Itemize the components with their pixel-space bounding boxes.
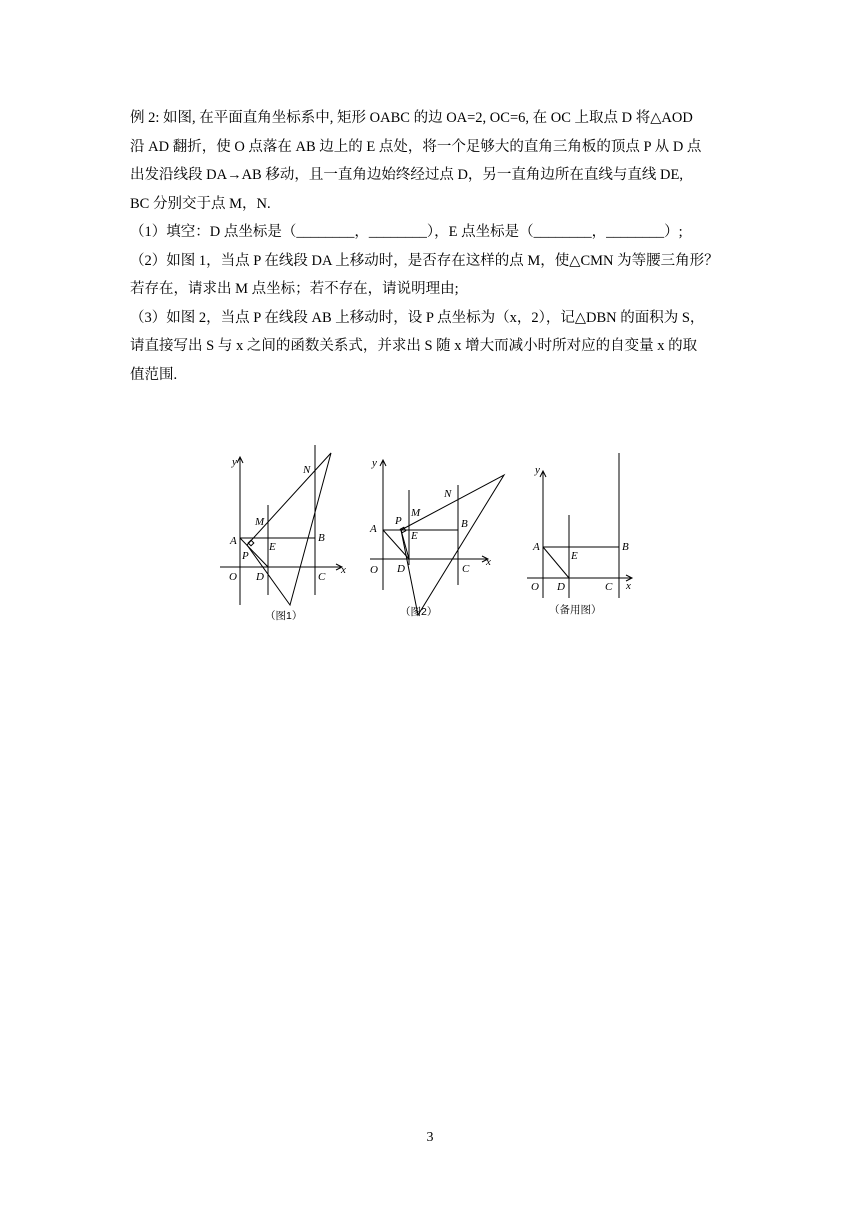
label-m: M <box>255 516 265 528</box>
label-n: N <box>303 464 311 476</box>
segment-ad <box>543 547 569 578</box>
label-a: A <box>230 535 237 547</box>
label-a: A <box>370 523 377 535</box>
figure-2 <box>366 450 506 625</box>
label-d: D <box>256 571 264 583</box>
figure-2-diagram <box>366 450 506 625</box>
label-e: E <box>269 541 276 553</box>
problem-line: 请直接写出 S 与 x 之间的函数关系式，并求出 S 随 x 增大而减小时所对应的自变量 x 的取 <box>130 338 698 354</box>
label-x: x <box>486 556 491 568</box>
figure-1 <box>220 445 360 625</box>
figure-1-diagram <box>220 445 360 625</box>
label-y: y <box>232 456 237 468</box>
figure-3 <box>525 453 645 618</box>
problem-line: 沿 AD 翻折，使 O 点落在 AB 边上的 E 点处，将一个足够大的直角三角板的顶点 P 从 D 点 <box>130 138 702 155</box>
figure-1-caption: （图1） <box>265 610 303 622</box>
label-e: E <box>411 530 418 542</box>
problem-line: BC 分别交于点 M，N. <box>130 195 271 212</box>
label-n: N <box>444 488 452 500</box>
label-o: O <box>370 564 378 576</box>
label-d: D <box>557 581 565 593</box>
question-3: （3）如图 2，当点 P 在线段 AB 上移动时，设 P 点坐标为（x，2），记△DBN 的面积为 S， <box>130 309 705 326</box>
problem-line: 出发沿线段 DA→AB 移动，且一直角边始终经过点 D，另一直角边所在直线与直线 DE, <box>130 167 684 183</box>
label-a: A <box>533 541 540 553</box>
label-y: y <box>372 457 377 469</box>
label-d: D <box>397 563 405 575</box>
label-b: B <box>622 541 629 553</box>
label-c: C <box>605 581 613 593</box>
problem-line: 值范围. <box>130 366 178 383</box>
triangle-ruler <box>401 475 504 615</box>
label-p: P <box>242 550 249 562</box>
label-y: y <box>535 464 540 476</box>
label-c: C <box>318 571 326 583</box>
label-o: O <box>229 571 237 583</box>
problem-text <box>130 104 740 389</box>
label-x: x <box>626 580 631 592</box>
question-2: （2）如图 1，当点 P 在线段 DA 上移动时，是否存在这样的点 M，使△CMN 为等腰三角形？ <box>130 252 719 269</box>
label-c: C <box>462 563 470 575</box>
label-p: P <box>395 515 402 527</box>
label-m: M <box>411 507 421 519</box>
page-number: 3 <box>426 1130 434 1145</box>
figure-3-caption: （备用图） <box>549 604 602 616</box>
figure-3-diagram <box>525 453 645 618</box>
question-1: （1）填空：D 点坐标是（________，________），E 点坐标是（________，________）; <box>130 224 683 240</box>
label-e: E <box>571 550 578 562</box>
label-b: B <box>318 532 325 544</box>
label-b: B <box>461 518 468 530</box>
figure-2-caption: （图2） <box>400 606 438 618</box>
problem-line: 例 2: 如图, 在平面直角坐标系中, 矩形 OABC 的边 OA=2, OC=6, 在 OC 上取点 D 将△AOD <box>130 110 693 126</box>
problem-line: 若存在，请求出 M 点坐标；若不存在，请说明理由; <box>130 281 459 297</box>
label-o: O <box>531 581 539 593</box>
label-x: x <box>341 564 346 576</box>
